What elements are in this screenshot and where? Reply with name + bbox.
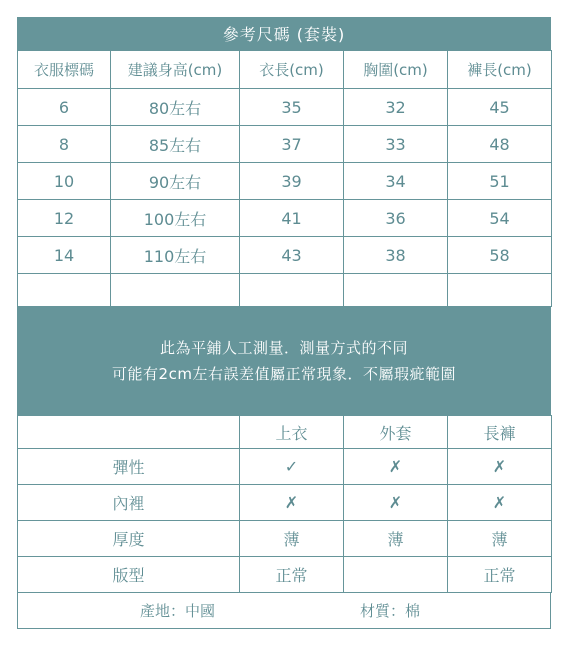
- table-row: [18, 163, 552, 200]
- feature-row: [18, 485, 552, 521]
- table-row: [18, 89, 552, 126]
- table-cell: 58: [448, 237, 552, 274]
- table-cell: 43: [240, 237, 344, 274]
- empty-cell: [18, 416, 240, 449]
- note-line-1: 此為平鋪人工測量．測量方式的不同: [159, 339, 408, 357]
- empty-row: [18, 274, 552, 307]
- feature-value: 薄: [240, 521, 344, 557]
- table-cell: 48: [448, 126, 552, 163]
- table-cell: 34: [344, 163, 448, 200]
- table-cell: 37: [240, 126, 344, 163]
- table-cell: 8: [18, 126, 111, 163]
- product-info-footer: [17, 593, 551, 629]
- table-cell: 33: [344, 126, 448, 163]
- feature-table-header: [18, 416, 552, 449]
- header-cell: 上衣: [240, 416, 344, 449]
- table-cell: 45: [448, 89, 552, 126]
- empty-cell: [240, 274, 344, 307]
- table-cell: 32: [344, 89, 448, 126]
- note-line-2: 可能有2cm左右誤差值屬正常現象．不屬瑕疵範圍: [112, 365, 456, 383]
- empty-cell: [448, 274, 552, 307]
- header-cell: 外套: [344, 416, 448, 449]
- table-cell: 14: [18, 237, 111, 274]
- table-cell: 35: [240, 89, 344, 126]
- table-cell: 10: [18, 163, 111, 200]
- feature-label: 內裡: [18, 485, 240, 521]
- table-cell: 6: [18, 89, 111, 126]
- feature-label: 厚度: [18, 521, 240, 557]
- origin-label: 產地：中國: [140, 602, 216, 620]
- table-row: [18, 126, 552, 163]
- feature-row: [18, 521, 552, 557]
- feature-value: 薄: [344, 521, 448, 557]
- size-table: [17, 50, 552, 307]
- empty-cell: [18, 274, 111, 307]
- table-cell: 54: [448, 200, 552, 237]
- feature-label: 彈性: [18, 449, 240, 485]
- feature-row: [18, 449, 552, 485]
- measurement-note: [17, 307, 551, 415]
- feature-value: 薄: [448, 521, 552, 557]
- table-cell: 80左右: [111, 89, 240, 126]
- table-cell: 110左右: [111, 237, 240, 274]
- empty-cell: [111, 274, 240, 307]
- table-cell: 51: [448, 163, 552, 200]
- table-cell: 100左右: [111, 200, 240, 237]
- feature-row: [18, 557, 552, 593]
- feature-value: 正常: [240, 557, 344, 593]
- cross-icon: ✗: [344, 485, 448, 521]
- table-cell: 85左右: [111, 126, 240, 163]
- material-label: 材質：棉: [360, 602, 421, 620]
- check-icon: ✓: [240, 449, 344, 485]
- cross-icon: ✗: [240, 485, 344, 521]
- chart-title: 參考尺碼 (套裝): [17, 17, 551, 50]
- header-cell: 長褲: [448, 416, 552, 449]
- empty-cell: [344, 274, 448, 307]
- cross-icon: ✗: [344, 449, 448, 485]
- feature-table: [17, 415, 552, 593]
- table-row: [18, 200, 552, 237]
- table-cell: 39: [240, 163, 344, 200]
- size-table-header: [18, 51, 552, 89]
- table-cell: 90左右: [111, 163, 240, 200]
- feature-label: 版型: [18, 557, 240, 593]
- cross-icon: ✗: [448, 449, 552, 485]
- header-cell: 衣長(cm): [240, 51, 344, 89]
- header-cell: 建議身高(cm): [111, 51, 240, 89]
- feature-value: 正常: [448, 557, 552, 593]
- size-chart: [17, 17, 551, 629]
- table-row: [18, 237, 552, 274]
- table-cell: 38: [344, 237, 448, 274]
- table-cell: 36: [344, 200, 448, 237]
- header-cell: 衣服標碼: [18, 51, 111, 89]
- feature-value: [344, 557, 448, 593]
- cross-icon: ✗: [448, 485, 552, 521]
- table-cell: 41: [240, 200, 344, 237]
- header-cell: 胸圍(cm): [344, 51, 448, 89]
- table-cell: 12: [18, 200, 111, 237]
- header-cell: 褲長(cm): [448, 51, 552, 89]
